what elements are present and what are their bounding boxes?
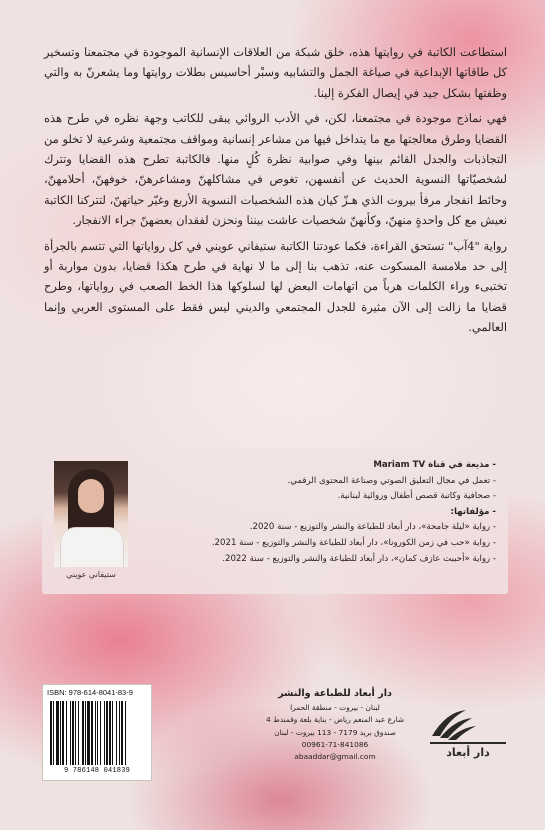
isbn-barcode: [42, 684, 152, 781]
publisher-email: abaaddar@gmail.com: [294, 752, 376, 762]
bio-item: - صحافية وكاتبة قصص أطفال وروائية لبنانية.: [337, 491, 496, 502]
bio-item: - رواية «أحببت عازف كمان»، دار أبعاد للطباعة والنشر والتوزيع - سنة 2022.: [222, 553, 496, 564]
isbn-digits: 9 786148 041839: [63, 767, 130, 775]
isbn-label: ISBN: 978-614-8041-83-9: [47, 688, 133, 697]
publisher-name: دار أبعاد للطباعة والنشر: [278, 688, 392, 699]
bio-item: - مذيعة في قناة Mariam TV: [373, 460, 496, 470]
bio-item: - رواية «حب في زمن الكورونا»، دار أبعاد للطباعة والنشر والتوزيع - سنة 2021.: [211, 537, 496, 548]
bio-item: - تعمل في مجال التعليق الصوتي وصناعة المحتوى الرقمي.: [287, 475, 496, 486]
author-bio-panel: [42, 448, 508, 594]
publisher-address-line: صندوق بريد 7179 - 113 بيروت - لبنان: [274, 727, 396, 737]
publisher-logo: [426, 706, 510, 760]
barcode-bars: [49, 701, 145, 765]
author-bio-list: [136, 458, 496, 567]
publisher-info: [250, 686, 420, 763]
bio-item: - رواية «ليلة جامحة»، دار أبعاد للطباعة والنشر والتوزيع - سنة 2020.: [249, 522, 496, 533]
author-photo: [54, 461, 128, 567]
synopsis-paragraph-3: رواية "4آب" تستحق القراءة، فكما عودتنا الكاتبة ستيفاني عويني في كل رواياتها التي تتسم بالجرأة إلى حد ملامسة المسكوت عنه، تذهب بنا إلى ما لا نهاية في طرح هكذا قضايا، بدون مواربة أو تختبىء وراء الكلمات هرباً من اتهامات البعض لها لسلوكها هذا الخط الصعب في رواياتها، وطرح قضايا ما زالت إلى الآن مثيرة للجدل المجتمعي والديني ليس فقط على المستوى العربي وإنما العالمي.: [44, 238, 507, 335]
synopsis-paragraph-2: فهي نماذج موجودة في مجتمعنا، لكن، في الأدب الروائي يبقى للكاتب وجهة نظره في طرح هذه القضايا وطرق معالجتها مع ما يتداخل فيها من مشاعر إنسانية ومواقف مجتمعية وشرعية لا تخلو من التجاذبات والجدل القائم بينها وفي صوابية نظرة كُلٍ منها. فالكاتبة تطرح هذه القضايا وتترك لشخصيّاتها النسوية الحديث عن أنفسهن، تغوص في مشاكلهنّ ومشاعرهنّ، خوفهنّ، أحلامهنّ، وحائط انفجار مرفأ بيروت الذي هـزّ كيان هذه الشخصيات النسوية الأربع وغيّر حياتهنّ، لتتركنا الكاتبة نعيش مع كل واحدةٍ منهنّ، وكأنهنّ شخصيات عاشت بيننا ونحزن لفقدان بعضهنّ جراء الانفجار.: [44, 111, 507, 228]
publisher-address-line: لبنان - بيروت - منطقة الحمرا: [290, 703, 380, 712]
bio-item: - مؤلفاتها:: [450, 506, 496, 517]
publisher-phone: 00961-71-841086: [301, 739, 369, 749]
synopsis-paragraph-1: استطاعت الكاتبة في روايتها هذه، خلق شبكة من العلاقات الإنسانية الموجودة في مجتمعنا وتسخير كل طاقاتها الإبداعية في صياغة الجمل والتشابيه وسبْر أحاسيس بطلات روايتها وما يشعرنّ به والتي وظفتها بشكل جيد في إيصال الفكرة إلينا.: [44, 45, 507, 100]
synopsis-text: [44, 42, 507, 343]
publisher-address-line: شارع عبد المنعم رياض - بناية بلعة وقمندط 4: [265, 715, 405, 725]
author-photo-caption: ستيفاني عويني: [66, 570, 116, 579]
publisher-logo-text: دار أبعاد: [446, 746, 490, 759]
